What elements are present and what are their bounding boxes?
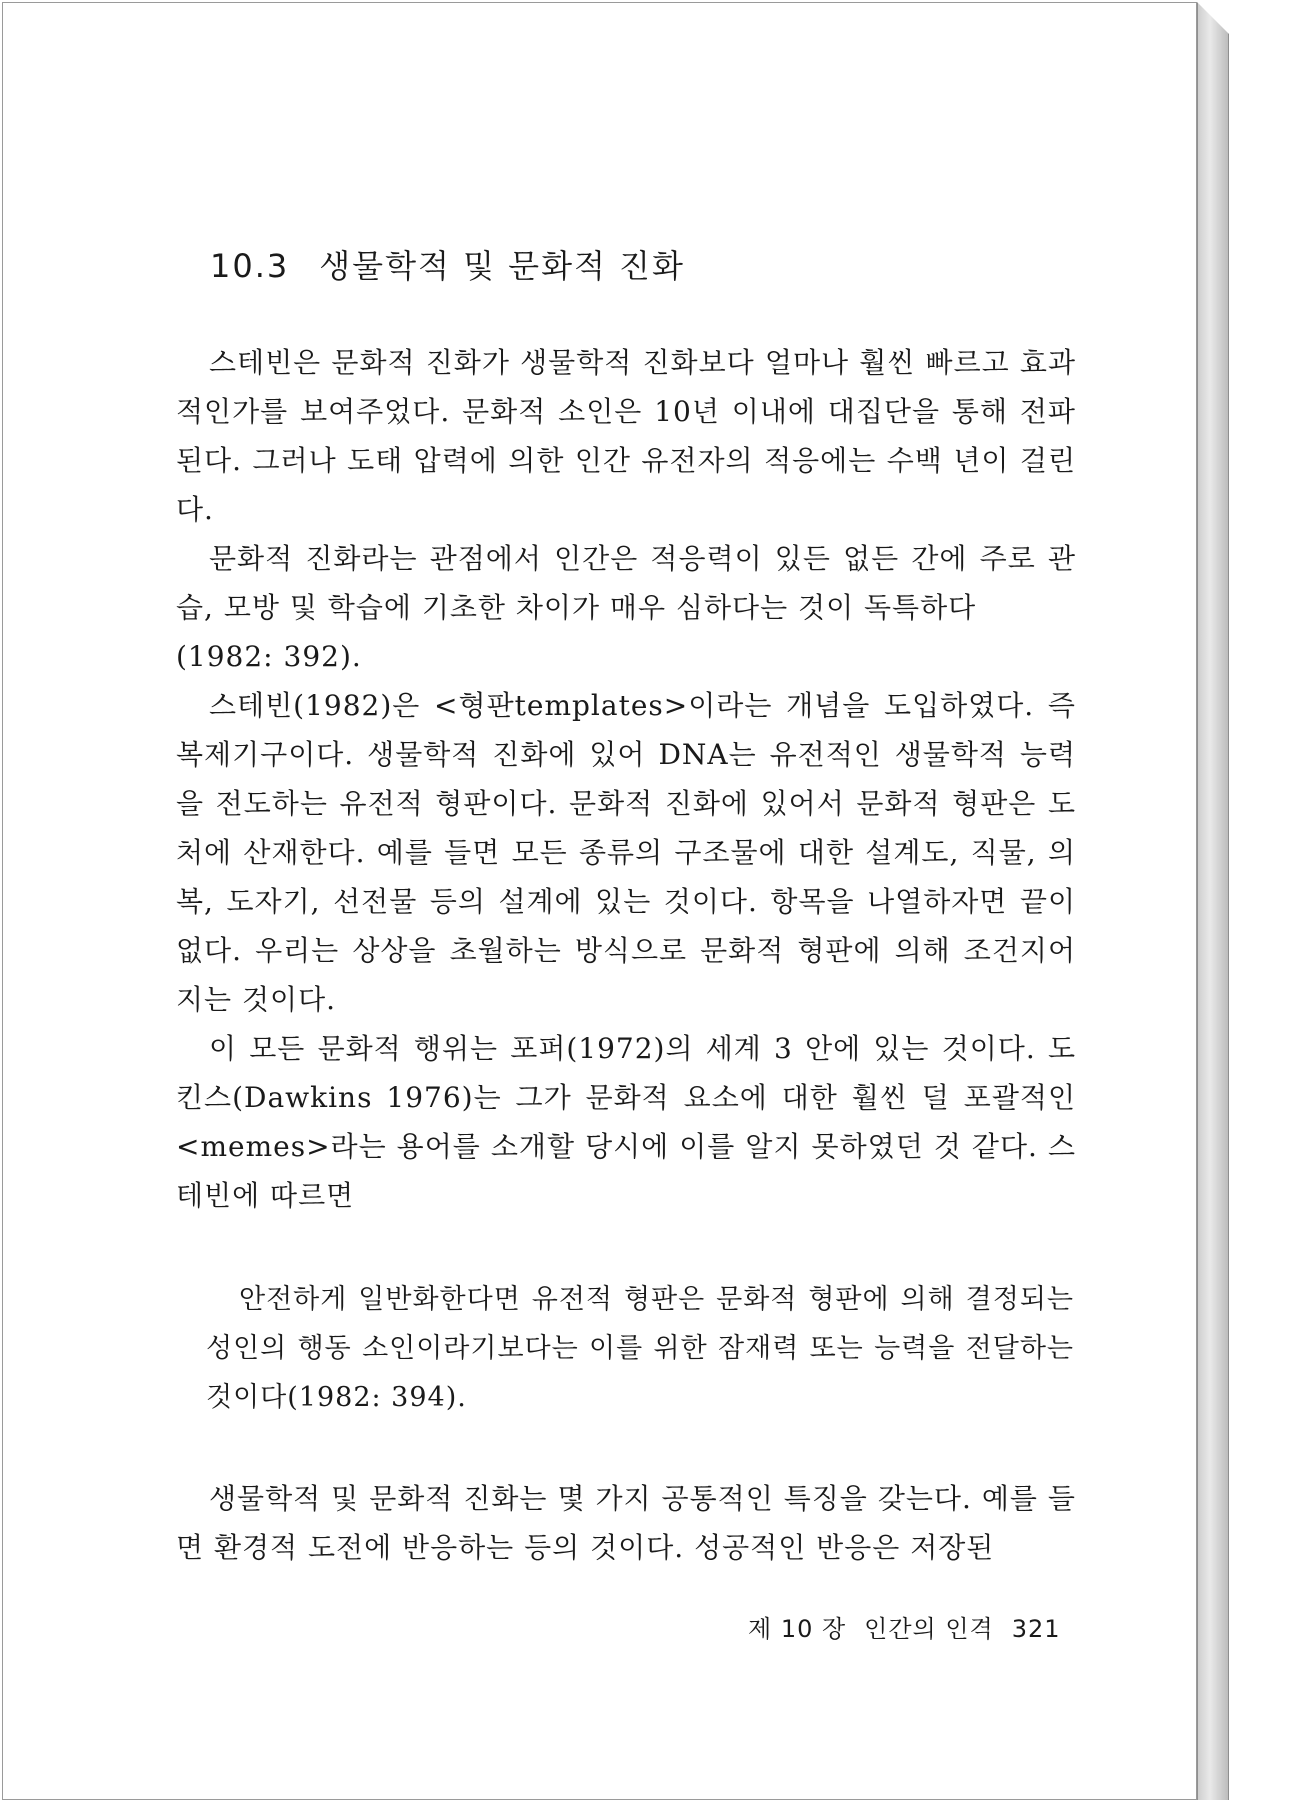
chapter-label: 제 10 장 xyxy=(748,1615,847,1643)
page-edge xyxy=(1197,2,1229,1800)
running-footer xyxy=(748,1609,1061,1644)
section-number: 10.3 xyxy=(210,247,290,285)
paragraph: 문화적 진화라는 관점에서 인간은 적응력이 있든 없든 간에 주로 관습, 모방 및 학습에 기초한 차이가 매우 심하다는 것이 독특하다 xyxy=(176,542,1076,624)
paragraph: 스테빈(1982)은 <형판templates>이라는 개념을 도입하였다. 즉 복제기구이다. 생물학적 진화에 있어 DNA는 유전적인 생물학적 능력을 전도하는 유전적 형판이다. 문화적 진화에 있어서 문화적 형판은 도처에 산재한다. 예를 들면 모든 종류의 구조물에 대한 설계도, 직물, 의복, 도자기, 선전물 등의 설계에 있는 것이다. 항목을 나열하자면 끝이 없다. 우리는 상상을 초월하는 방식으로 문화적 형판에 의해 조건지어지는 것이다. xyxy=(176,689,1076,1016)
body-text-continued xyxy=(176,1474,1076,1572)
paragraph: 이 모든 문화적 행위는 포퍼(1972)의 세계 3 안에 있는 것이다. 도킨스(Dawkins 1976)는 그가 문화적 요소에 대한 훨씬 덜 포괄적인 <memes>라는 용어를 소개할 당시에 이를 알지 못하였던 것 같다. 스테빈에 따르면 xyxy=(176,1032,1076,1212)
book-page xyxy=(2,2,1197,1800)
page-number: 321 xyxy=(1011,1615,1061,1643)
paragraph: 스테빈은 문화적 진화가 생물학적 진화보다 얼마나 훨씬 빠르고 효과적인가를 보여주었다. 문화적 소인은 10년 이내에 대집단을 통해 전파된다. 그러나 도태 압력에 의한 인간 유전자의 적응에는 수백 년이 걸린다. xyxy=(176,346,1076,526)
paragraph: 생물학적 및 문화적 진화는 몇 가지 공통적인 특징을 갖는다. 예를 들면 환경적 도전에 반응하는 등의 것이다. 성공적인 반응은 저장된 xyxy=(176,1482,1076,1564)
block-quote: 안전하게 일반화한다면 유전적 형판은 문화적 형판에 의해 결정되는 성인의 행동 소인이라기보다는 이를 위한 잠재력 또는 능력을 전달하는 것이다(1982: 394). xyxy=(206,1284,1074,1413)
section-title: 생물학적 및 문화적 진화 xyxy=(319,247,685,285)
section-heading xyxy=(210,241,685,287)
body-text xyxy=(176,338,1076,1220)
citation-line: (1982: 392). xyxy=(176,640,362,673)
chapter-title: 인간의 인격 xyxy=(864,1615,994,1643)
